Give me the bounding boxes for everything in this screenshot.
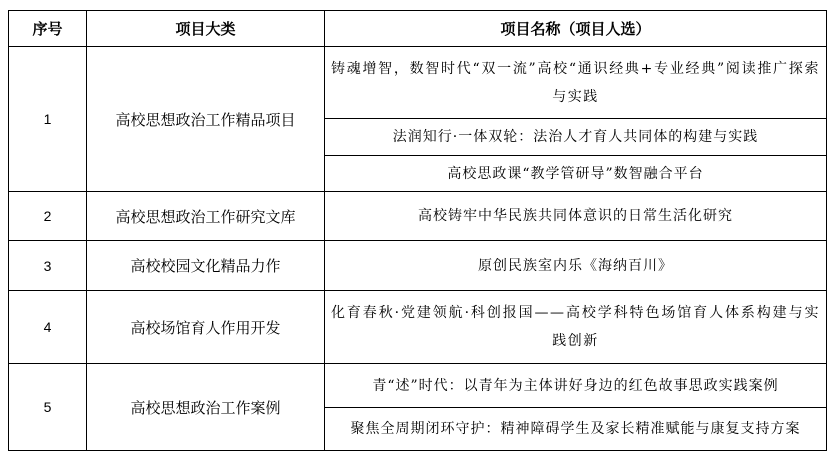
row-number: 4 xyxy=(9,291,87,364)
header-name: 项目名称（项目人选） xyxy=(325,11,827,47)
table-row xyxy=(9,47,827,119)
project-name-cell: 高校铸牢中华民族共同体意识的日常生活化研究 xyxy=(325,192,827,241)
project-name-cell: 青“述”时代：以青年为主体讲好身边的红色故事思政实践案例 xyxy=(325,364,827,408)
category-cell: 高校校园文化精品力作 xyxy=(87,241,325,291)
table-row xyxy=(9,192,827,241)
project-name-cell: 法润知行·一体双轮：法治人才育人共同体的构建与实践 xyxy=(325,119,827,156)
category-cell: 高校思想政治工作案例 xyxy=(87,364,325,451)
category-cell: 高校思想政治工作研究文库 xyxy=(87,192,325,241)
header-row xyxy=(9,11,827,47)
table-row xyxy=(9,364,827,408)
category-cell: 高校场馆育人作用开发 xyxy=(87,291,325,364)
project-name-cell: 聚焦全周期闭环守护：精神障碍学生及家长精准赋能与康复支持方案 xyxy=(325,408,827,451)
category-cell: 高校思想政治工作精品项目 xyxy=(87,47,325,192)
project-name-cell: 原创民族室内乐《海纳百川》 xyxy=(325,241,827,291)
project-table xyxy=(8,10,827,451)
project-name-cell: 化育春秋·党建领航·科创报国——高校学科特色场馆育人体系构建与实践创新 xyxy=(325,291,827,364)
row-number: 1 xyxy=(9,47,87,192)
row-number: 2 xyxy=(9,192,87,241)
header-no: 序号 xyxy=(9,11,87,47)
table-row xyxy=(9,291,827,364)
table-row xyxy=(9,241,827,291)
project-name-cell: 铸魂增智，数智时代“双一流”高校“通识经典+专业经典”阅读推广探索与实践 xyxy=(325,47,827,119)
row-number: 3 xyxy=(9,241,87,291)
row-number: 5 xyxy=(9,364,87,451)
project-name-cell: 高校思政课“教学管研导”数智融合平台 xyxy=(325,156,827,192)
header-category: 项目大类 xyxy=(87,11,325,47)
